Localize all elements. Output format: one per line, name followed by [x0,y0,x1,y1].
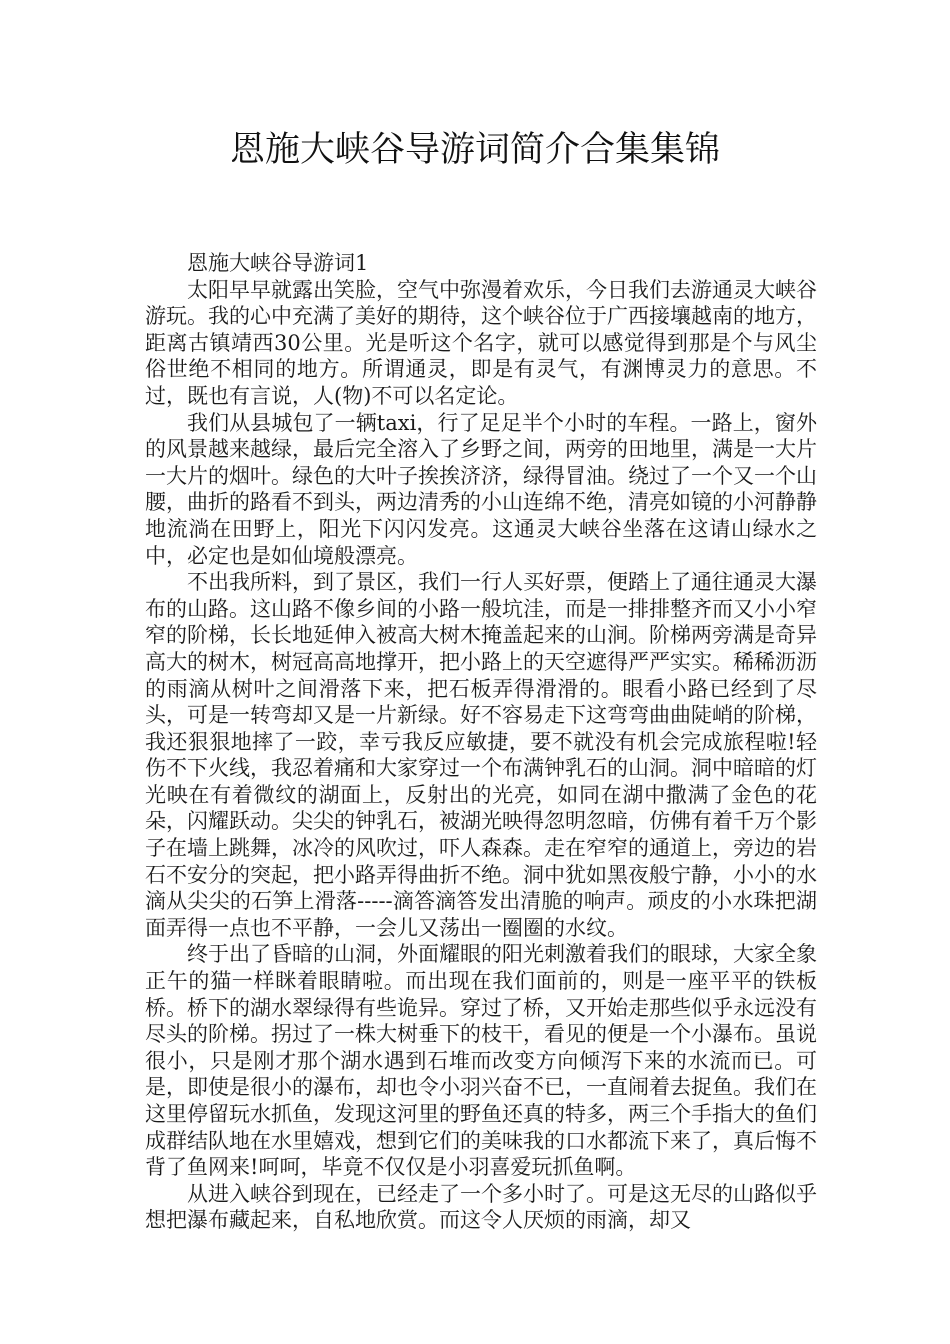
document-body [145,250,817,1234]
section-heading: 恩施大峡谷导游词1 [187,251,369,275]
paragraph: 从进入峡谷到现在，已经走了一个多小时了。可是这无尽的山路似乎想把瀑布藏起来，自私地欣赏。而这令人厌烦的雨滴，却又 [145,1181,817,1233]
paragraph: 不出我所料，到了景区，我们一行人买好票，便踏上了通往通灵大瀑布的山路。这山路不像乡间的小路一般坑洼，而是一排排整齐而又小小窄窄的阶梯，长长地延伸入被高大树木掩盖起来的山涧。阶梯两旁满是奇异高大的树木，树冠高高地撑开，把小路上的天空遮得严严实实。稀稀沥沥的雨滴从树叶之间滑落下来，把石板弄得滑滑的。眼看小路已经到了尽头，可是一转弯却又是一片新绿。好不容易走下这弯弯曲曲陡峭的阶梯，我还狠狠地摔了一跤，幸亏我反应敏捷，要不就没有机会完成旅程啦!轻伤不下火线，我忍着痛和大家穿过一个布满钟乳石的山洞。洞中暗暗的灯光映在有着微纹的湖面上，反射出的光亮，如同在湖中撒满了金色的花朵，闪耀跃动。尖尖的钟乳石，被湖光映得忽明忽暗，仿佛有着千万个影子在墙上跳舞，冰冷的风吹过，吓人森森。走在窄窄的通道上，旁边的岩石不安分的突起，把小路弄得曲折不绝。洞中犹如黑夜般宁静，小小的水滴从尖尖的石笋上滑落-----滴答滴答发出清脆的响声。顽皮的小水珠把湖面弄得一点也不平静，一会儿又荡出一圈圈的水纹。 [145,570,817,940]
document-title: 恩施大峡谷导游词简介合集集锦 [229,130,720,170]
paragraph: 太阳早早就露出笑脸，空气中弥漫着欢乐，今日我们去游通灵大峡谷游玩。我的心中充满了美好的期待，这个峡谷位于广西接壤越南的地方，距离古镇靖西30公里。光是听这个名字，就可以感觉得到那是个与风尘俗世绝不相同的地方。所谓通灵，即是有灵气，有渊博灵力的意思。不过，既也有言说，人(物)不可以名定论。 [145,277,817,408]
paragraph: 我们从县城包了一辆taxi，行了足足半个小时的车程。一路上，窗外的风景越来越绿，最后完全溶入了乡野之间，两旁的田地里，满是一大片一大片的烟叶。绿色的大叶子挨挨济济，绿得冒油。绕过了一个又一个山腰，曲折的路看不到头，两边清秀的小山连绵不绝，清亮如镜的小河静静地流淌在田野上，阳光下闪闪发亮。这通灵大峡谷坐落在这请山绿水之中，必定也是如仙境般漂亮。 [145,410,817,568]
paragraph: 终于出了昏暗的山洞，外面耀眼的阳光刺激着我们的眼球，大家全象正午的猫一样眯着眼睛啦。而出现在我们面前的，则是一座平平的铁板桥。桥下的湖水翠绿得有些诡异。穿过了桥，又开始走那些似乎永远没有尽头的阶梯。拐过了一株大树垂下的枝干，看见的便是一个小瀑布。虽说很小，只是刚才那个湖水遇到石堆而改变方向倾泻下来的水流而已。可是，即使是很小的瀑布，却也令小羽兴奋不已，一直闹着去捉鱼。我们在这里停留玩水抓鱼，发现这河里的野鱼还真的特多，两三个手指大的鱼们成群结队地在水里嬉戏，想到它们的美味我的口水都流下来了，真后悔不背了鱼网来!呵呵，毕竟不仅仅是小羽喜爱玩抓鱼啊。 [145,942,817,1180]
